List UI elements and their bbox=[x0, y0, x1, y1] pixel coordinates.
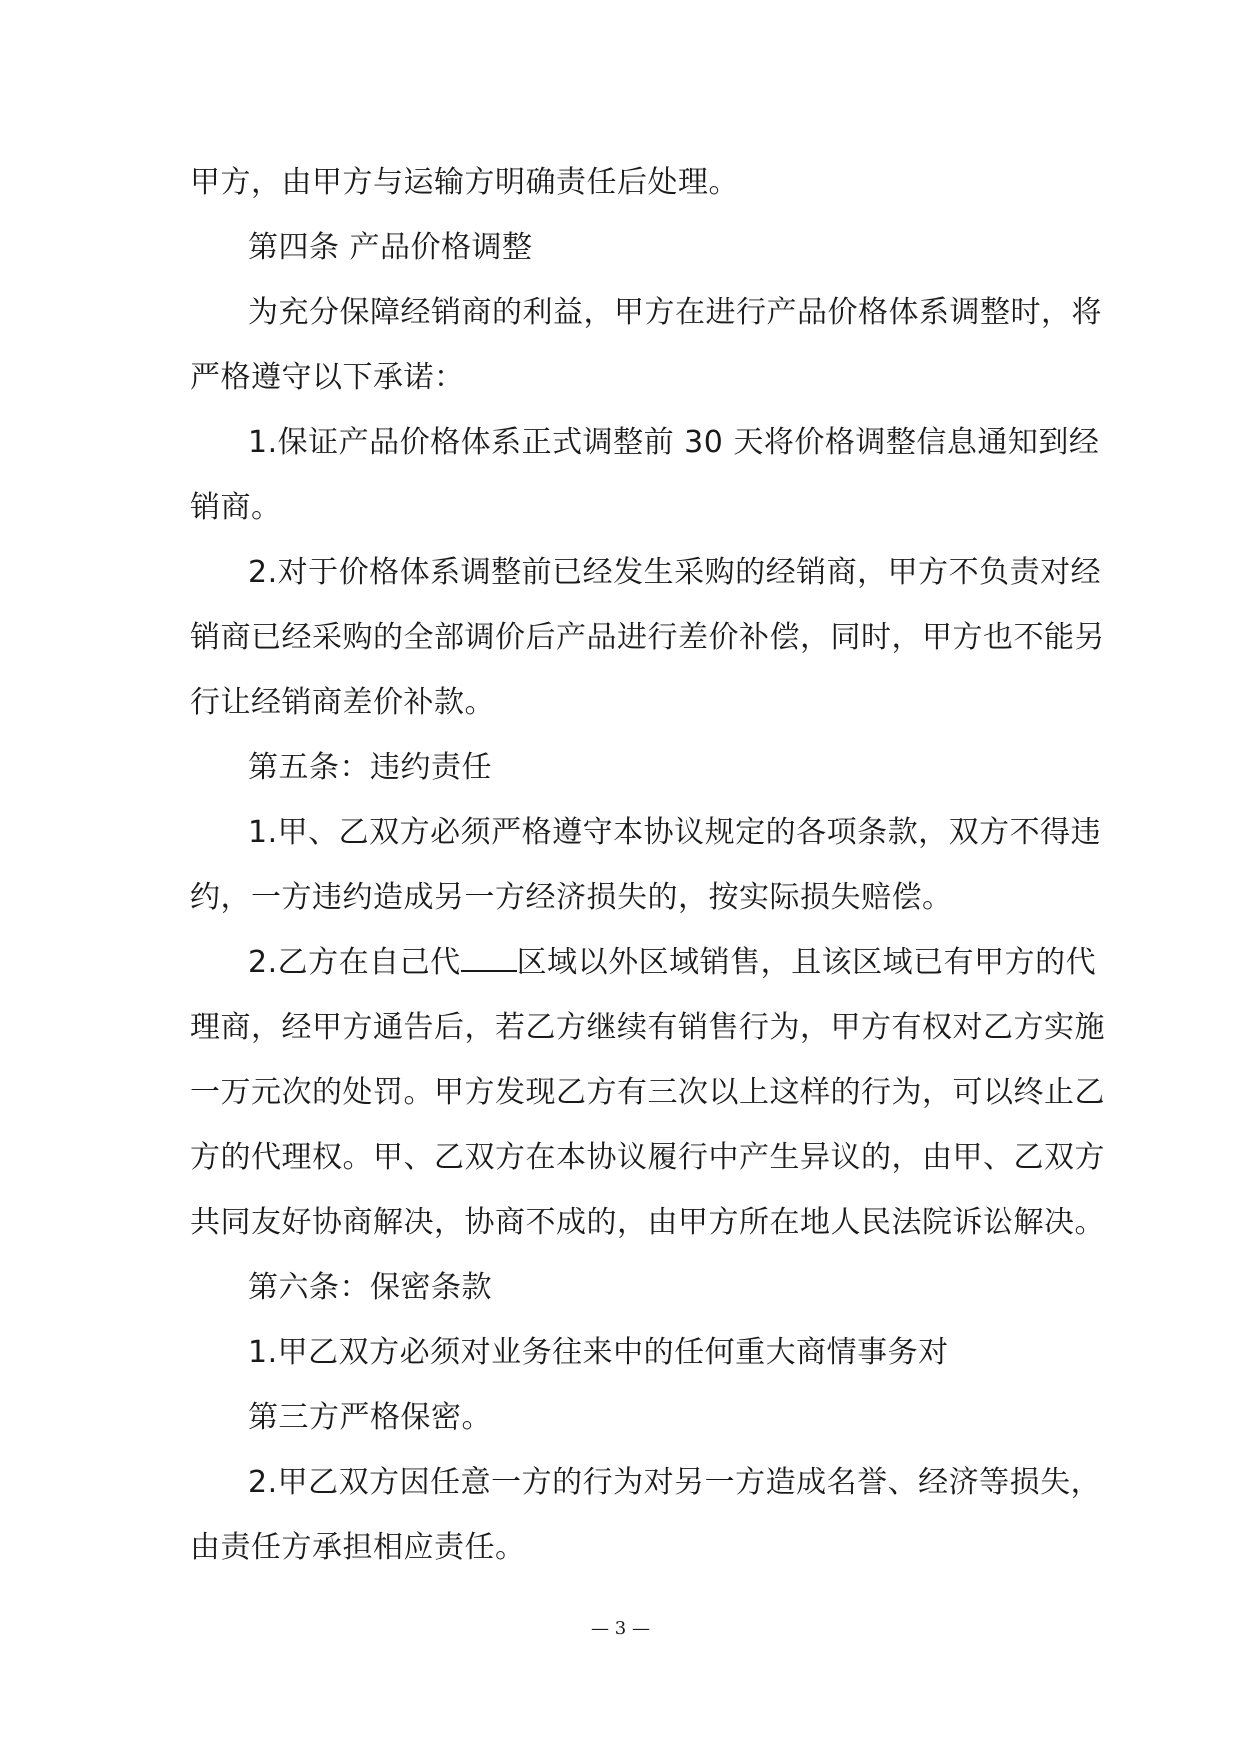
paragraph-line: 方的代理权。甲、乙双方在本协议履行中产生异议的，由甲、乙双方 bbox=[190, 1140, 1105, 1175]
document-body bbox=[190, 150, 1105, 1580]
paragraph-line: 1.甲、乙双方必须严格遵守本协议规定的各项条款，双方不得违 bbox=[248, 815, 1102, 850]
paragraph-line: 2.甲乙双方因任意一方的行为对另一方造成名誉、经济等损失， bbox=[248, 1465, 1102, 1500]
line-text-before-blank: 2.乙方在自己代 bbox=[248, 945, 461, 980]
paragraph-line: 1.甲乙双方必须对业务往来中的任何重大商情事务对 bbox=[248, 1335, 949, 1370]
paragraph-line: 理商，经甲方通告后，若乙方继续有销售行为，甲方有权对乙方实施 bbox=[190, 1010, 1105, 1045]
paragraph-line-with-blank bbox=[190, 930, 1097, 995]
article-4-heading: 第四条 产品价格调整 bbox=[248, 230, 533, 265]
paragraph-line: 为充分保障经销商的利益，甲方在进行产品价格体系调整时，将 bbox=[248, 295, 1102, 330]
article-5-heading: 第五条：违约责任 bbox=[248, 750, 492, 785]
article-6-heading: 第六条：保密条款 bbox=[248, 1270, 492, 1305]
line-text-after-blank: 区域以外区域销售，且该区域已有甲方的代 bbox=[516, 945, 1097, 980]
paragraph-line: 销商已经采购的全部调价后产品进行差价补偿，同时，甲方也不能另 bbox=[190, 620, 1105, 655]
paragraph-line: 严格遵守以下承诺： bbox=[190, 360, 465, 395]
paragraph-line: 约，一方违约造成另一方经济损失的，按实际损失赔偿。 bbox=[190, 880, 953, 915]
page-number: — 3 — bbox=[591, 1618, 650, 1639]
paragraph-line: 第三方严格保密。 bbox=[248, 1400, 492, 1435]
paragraph-line: 由责任方承担相应责任。 bbox=[190, 1530, 526, 1565]
fill-in-blank bbox=[461, 946, 517, 972]
paragraph-line: 2.对于价格体系调整前已经发生采购的经销商，甲方不负责对经 bbox=[248, 555, 1102, 590]
paragraph-line: 共同友好协商解决，协商不成的，由甲方所在地人民法院诉讼解决。 bbox=[190, 1205, 1105, 1240]
paragraph-line: 一万元次的处罚。甲方发现乙方有三次以上这样的行为，可以终止乙 bbox=[190, 1075, 1105, 1110]
paragraph-line: 行让经销商差价补款。 bbox=[190, 685, 495, 720]
paragraph-line: 1.保证产品价格体系正式调整前 30 天将价格调整信息通知到经 bbox=[248, 425, 1100, 460]
paragraph-line: 销商。 bbox=[190, 490, 282, 525]
paragraph-line: 甲方，由甲方与运输方明确责任后处理。 bbox=[190, 165, 739, 200]
